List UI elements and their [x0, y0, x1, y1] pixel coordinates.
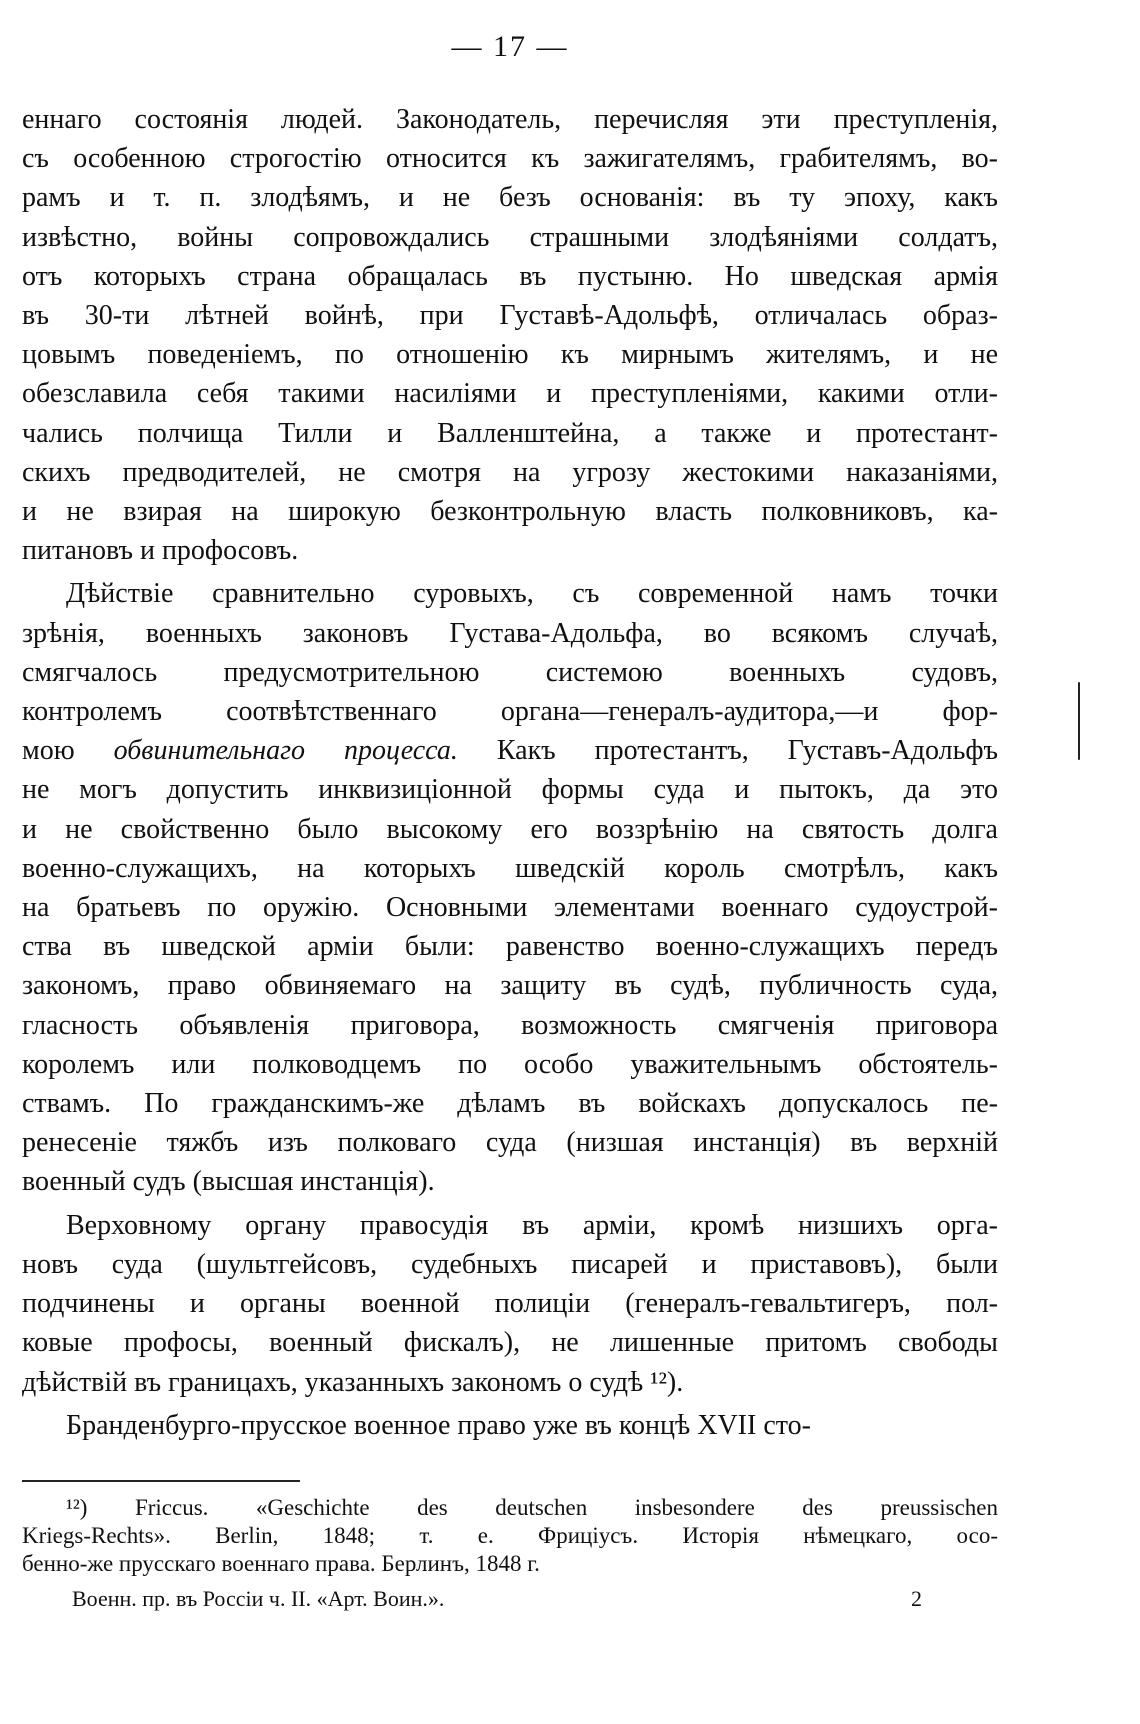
text-line: цовымъ поведеніемъ, по отношенію къ мирнымъ жителямъ, и не: [22, 339, 998, 371]
text-line: не могъ допустить инквизиціонной формы суда и пытокъ, да это: [22, 774, 998, 806]
text-line: извѣстно, войны сопровождались страшными злодѣяніями солдатъ,: [22, 221, 998, 253]
text-line: съ особенною строгостію относится къ зажигателямъ, грабителямъ, во-: [22, 143, 998, 175]
text-line: смягчалось предусмотрительною системою военныхъ судовъ,: [22, 656, 998, 688]
text-segment: Какъ протестантъ, Густавъ-Адольфъ: [457, 735, 998, 767]
text-line: питановъ и профосовъ.: [22, 535, 299, 567]
text-line: на братьевъ по оружію. Основными элементами военнаго судоустрой-: [22, 892, 998, 924]
text-line: Бранденбурго-прусское военное право уже въ концѣ XVII сто-: [66, 1409, 811, 1441]
text-line: ства въ шведской арміи были: равенство военно-служащихъ передъ: [22, 931, 998, 963]
footnote-divider: [22, 1480, 300, 1482]
text-line: отъ которыхъ страна обращалась въ пустыню. Но шведская армія: [22, 260, 998, 292]
text-line: закономъ, право обвиняемаго на защиту въ судѣ, публичность суда,: [22, 970, 998, 1002]
text-line: подчинены и органы военной полиціи (генералъ-гевальтигеръ, пол-: [22, 1288, 998, 1320]
text-line: Дѣйствіе сравнительно суровыхъ, съ современной намъ точки: [66, 578, 998, 610]
paragraph: [22, 1406, 998, 1445]
text-line: рамъ и т. п. злодѣямъ, и не безъ основанія: въ ту эпоху, какъ: [22, 182, 998, 214]
text-line: въ 30-ти лѣтней войнѣ, при Густавѣ-Адольфѣ, отличалась образ-: [22, 300, 998, 332]
footnote-line: бенно-же прусскаго военнаго права. Берлинъ, 1848 г.: [22, 1551, 540, 1576]
paragraph: [22, 574, 998, 1201]
text-line: ствамъ. По гражданскимъ-же дѣламъ въ войскахъ допускалось пе-: [22, 1088, 998, 1120]
margin-pencil-mark: [1078, 682, 1080, 760]
text-line: гласность объявленія приговора, возможность смягченія приговора: [22, 1009, 998, 1041]
text-line: еннаго состоянія людей. Законодатель, перечисляя эти преступленія,: [22, 104, 998, 135]
text-line: чались полчища Тилли и Валленштейна, а также и протестант-: [22, 417, 998, 449]
paragraph: [22, 100, 998, 570]
main-text: [22, 100, 998, 1445]
footnote-block: [22, 1494, 998, 1578]
paragraph: [22, 1206, 998, 1402]
text-line: дѣйствій въ границахъ, указанныхъ закономъ о судѣ ¹²).: [22, 1366, 684, 1398]
text-line: зрѣнія, военныхъ законовъ Густава-Адольфа, во всякомъ случаѣ,: [22, 617, 998, 649]
text-line: контролемъ соотвѣтственнаго органа—генералъ-аудитора,—и фор-: [22, 696, 998, 728]
text-line: [22, 731, 998, 770]
footnote-line: Kriegs-Rechts». Berlin, 1848; т. е. Фрицiусъ. Исторія нѣмецкаго, осо-: [22, 1523, 998, 1548]
text-line: королемъ или полководцемъ по особо уважительнымъ обстоятель-: [22, 1048, 998, 1080]
printer-signature: [72, 1586, 922, 1612]
text-line: новъ суда (шультгейсовъ, судебныхъ писарей и приставовъ), были: [22, 1248, 998, 1280]
italic-term: обвинительнаго процесса.: [113, 735, 458, 767]
sheet-number: 2: [911, 1586, 922, 1611]
text-line: ренесеніе тяжбъ изъ полковаго суда (низшая инстанція) въ верхній: [22, 1127, 998, 1159]
text-line: военный судъ (высшая инстанція).: [22, 1166, 435, 1198]
footnote-line: ¹²) Friccus. «Geschichte des deutschen insbesondere des preussischen: [66, 1495, 998, 1520]
text-line: военно-служащихъ, на которыхъ шведскій король смотрѣлъ, какъ: [22, 852, 998, 884]
text-line: обезславила себя такими насиліями и преступленіями, какими отли-: [22, 378, 998, 410]
text-segment: мою: [22, 735, 114, 767]
text-line: скихъ предводителей, не смотря на угрозу жестокими наказаніями,: [22, 456, 998, 488]
text-line: и не взирая на широкую безконтрольную власть полковниковъ, ка-: [22, 496, 998, 528]
page-number: — 17 —: [451, 30, 569, 63]
signature-text: Военн. пр. въ Россіи ч. II. «Арт. Воин.».: [72, 1586, 445, 1611]
text-line: ковые профосы, военный фискалъ), не лишенные притомъ свободы: [22, 1327, 998, 1359]
text-line: Верховному органу правосудія въ арміи, кромѣ низшихъ орга-: [66, 1209, 998, 1241]
text-line: и не свойственно было высокому его воззрѣнію на святость долга: [22, 813, 998, 845]
